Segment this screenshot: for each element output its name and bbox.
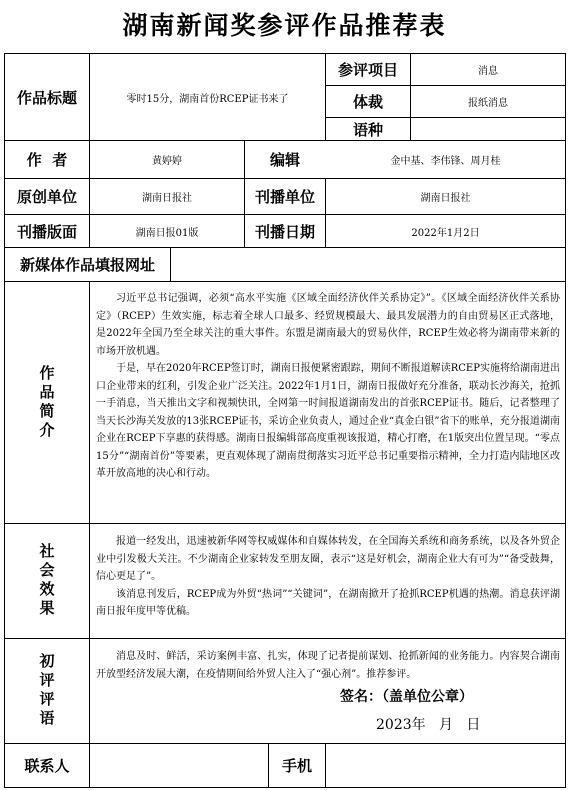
review-label: 初评评语: [37, 653, 56, 729]
publish-date-value: 2022年1月2日: [411, 227, 480, 239]
review-date: 2023年 月 日: [376, 717, 481, 733]
publish-unit-label: 刊播单位: [254, 188, 315, 206]
publish-unit-value: 湖南日报社: [420, 193, 471, 204]
phone-value[interactable]: [326, 744, 565, 787]
intro-label: 作品简介: [37, 364, 56, 441]
editor-value: 金中基、李伟锋、周月桂: [390, 156, 501, 167]
editor-label: 编辑: [269, 151, 300, 169]
publish-page-label: 刊播版面: [16, 222, 77, 241]
contact-label: 联系人: [24, 757, 70, 775]
genre-value: 报纸消息: [468, 98, 508, 109]
category-value: 消息: [478, 66, 498, 77]
work-title-value: 零时15分，湖南首份RCEP证书来了: [126, 93, 289, 105]
work-title-label: 作品标题: [16, 88, 77, 107]
publish-date-label: 刊播日期: [254, 222, 315, 241]
genre-label: 体裁: [352, 93, 383, 111]
intro-paragraph: 习近平总书记强调，必须“高水平实施《区域全面经济伙伴关系协定》”。《区域全面经济伙伴关系协定》（RCEP）生效实施，标志着全球人口最多、经贸规模最大、最具发展潜力的自由贸易区正式落地，是2022年全国乃至全球关注的重大事件。东盟是湖南最大的贸易伙伴，RCEP生效必将为湖南带来新的市场开放机遇。: [96, 293, 560, 357]
effect-text: [96, 533, 560, 637]
intro-text: [96, 290, 560, 520]
review-signature: 签名：（盖单位公章）: [340, 689, 473, 705]
language-label: 语种: [352, 120, 383, 139]
origin-unit-label: 原创单位: [16, 188, 77, 206]
language-value: [411, 118, 565, 140]
effect-paragraph: 报道一经发出，迅速被新华网等权威媒体和自媒体转发，在全国海关系统和商务系统，以及各外贸企业中引发极大关注。不少湖南企业家转发至朋友圈，表示“这是好机会，湖南企业大有可为”“备受鼓舞，信心更足了”。: [96, 536, 560, 582]
contact-value[interactable]: [90, 744, 268, 787]
author-value: 黄婷婷: [152, 156, 182, 167]
effect-label: 社会效果: [37, 543, 56, 619]
intro-paragraph: 于是，早在2020年RCEP签订时，湖南日报便紧密跟踪，期间不断报道解读RCEP实施将给湖南进出口企业带来的红利，引发企业广泛关注。2022年1月1日，湖南日报做好充分准备，联动长沙海关，抢抓一手消息，当天推出文字和视频快讯，全网第一时间报道湖南发出的首张RCEP证书。随后，记者整理了当天长沙海关发放的13张RCEP证书，采访企业负责人，通过企业“真金白银”省下的账单，充分报道湖南企业在RCEP下享惠的获得感。湖南日报编辑部高度重视该报道，精心打磨，在1版突出位置呈现。“零点15分”“湖南首份”等要素，更直观体现了湖南贯彻落实习近平总书记重要指示精神，全力打造内陆地区改革开放高地的决心和行动。: [96, 363, 560, 479]
publish-page-value: 湖南日报01版: [135, 227, 199, 239]
new-media-url-value[interactable]: [171, 248, 565, 281]
review-text: [96, 648, 560, 688]
review-paragraph: 消息及时、鲜活，采访案例丰富、扎实，体现了记者提前谋划、抢抓新闻的业务能力。内容契合湖南开放型经济发展大潮，在疫情期间给外贸人注入了“强心剂”。推荐参评。: [96, 651, 560, 680]
author-label: 作 者: [26, 151, 68, 169]
origin-unit-value: 湖南日报社: [142, 193, 192, 204]
new-media-url-label: 新媒体作品填报网址: [19, 256, 155, 274]
phone-label: 手机: [281, 757, 312, 775]
category-label: 参评项目: [337, 61, 398, 79]
form-title: 湖南新闻奖参评作品推荐表: [122, 11, 447, 40]
effect-paragraph: 该消息刊发后，RCEP成为外贸“热词”“关键词”，在湖南掀开了抢抓RCEP机遇的热潮。消息获评湖南日报年度甲等优稿。: [96, 588, 560, 617]
